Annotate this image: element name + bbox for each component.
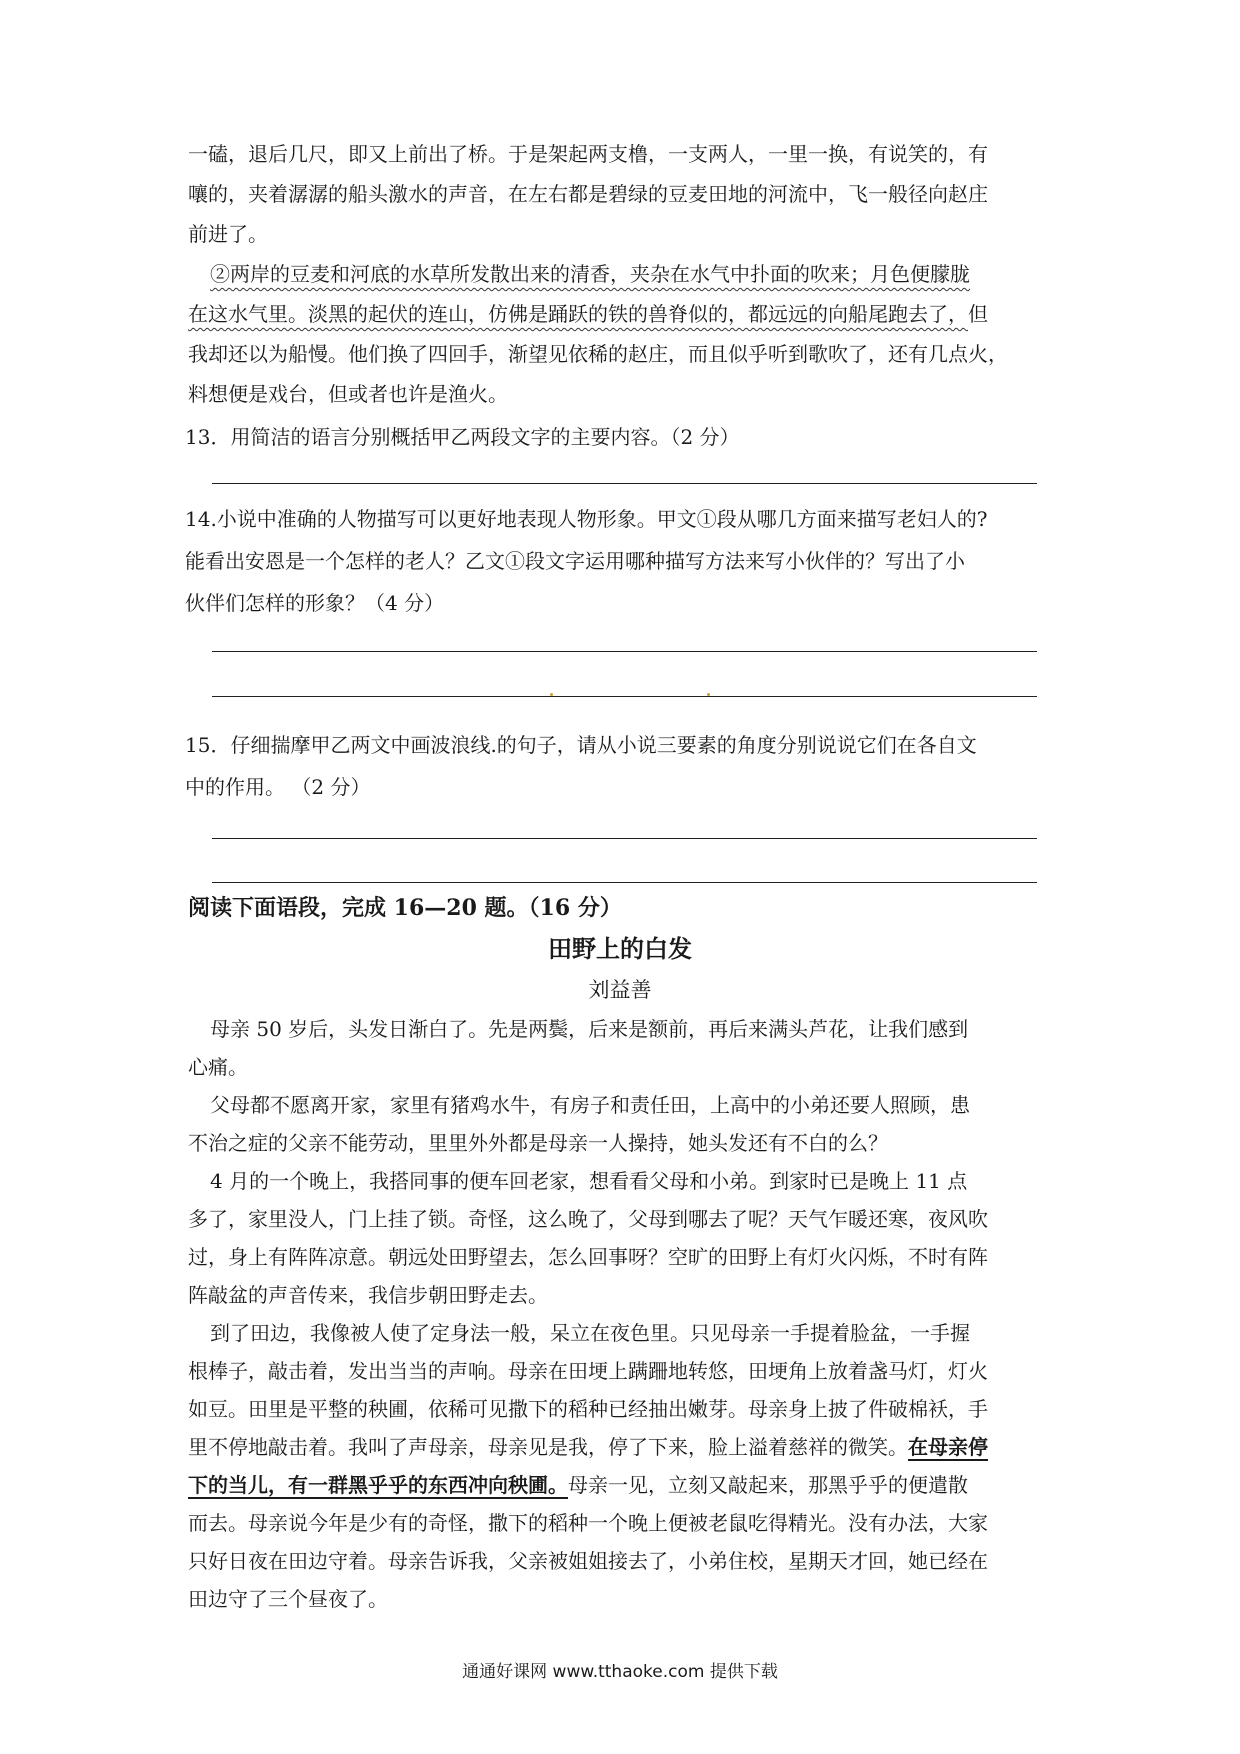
page-footer: 通通好课网 www.tthaoke.com 提供下载: [462, 1662, 778, 1682]
question-15-line: 中的作用。 （2 分）: [185, 775, 371, 799]
plain-text: 里不停地敲击着。我叫了声母亲，母亲见是我，停了下来，脸上溢着慈祥的微笑。: [188, 1435, 908, 1459]
plain-text: 母亲一见，立刻又敲起来，那黑乎乎的便遣散: [568, 1473, 968, 1497]
article-line: 阵敲盆的声音传来，我信步朝田野走去。: [188, 1283, 548, 1307]
question-14-line: 14.小说中准确的人物描写可以更好地表现人物形象。甲文①段从哪几方面来描写老妇人的?: [185, 507, 988, 531]
article-line: 多了，家里没人，门上挂了锁。奇怪，这么晚了，父母到哪去了呢？天气乍暖还寒，夜风吹: [188, 1207, 988, 1231]
article-line: 不治之症的父亲不能劳动，里里外外都是母亲一人操持，她头发还有不白的么？: [188, 1131, 888, 1155]
stray-dot: [550, 693, 553, 696]
article-line: 而去。母亲说今年是少有的奇怪，撒下的稻种一个晚上便被老鼠吃得精光。没有办法，大家: [188, 1511, 988, 1535]
wavy-underlined-text: ②两岸的豆麦和河底的水草所发散出来的清香，夹杂在水气中扑面的吹来；月色便朦胧: [210, 262, 970, 286]
question-14-line: 能看出安恩是一个怎样的老人？乙文①段文字运用哪种描写方法来写小伙伴的？写出了小: [185, 549, 965, 573]
plain-text: 但: [968, 302, 988, 326]
article-line: 4 月的一个晚上，我搭同事的便车回老家，想看看父母和小弟。到家时已是晚上 11 点: [210, 1169, 968, 1193]
passage-line: 一磕，退后几尺，即又上前出了桥。于是架起两支橹，一支两人，一里一换，有说笑的，有: [188, 142, 988, 166]
article-line: 如豆。田里是平整的秧圃，依稀可见撒下的稻种已经抽出嫩芽。母亲身上披了件破棉袄，手: [188, 1397, 988, 1421]
article-line: 父母都不愿离开家，家里有猪鸡水牛，有房子和责任田，上高中的小弟还要人照顾，患: [210, 1093, 970, 1117]
wavy-underlined-text: 在这水气里。淡黑的起伏的连山，仿佛是踊跃的铁的兽脊似的，都远远的向船尾跑去了，: [188, 302, 968, 326]
question-15-line: 15．仔细揣摩甲乙两文中画波浪线.的句子，请从小说三要素的角度分别说说它们在各自文: [185, 733, 977, 757]
answer-line[interactable]: [212, 838, 1037, 839]
bold-underlined-text: 在母亲停: [908, 1435, 988, 1459]
passage-line: 我却还以为船慢。他们换了四回手，渐望见依稀的赵庄，而且似乎听到歌吹了，还有几点火，: [188, 342, 1008, 366]
answer-line[interactable]: [212, 651, 1037, 652]
article-line: 只好日夜在田边守着。母亲告诉我，父亲被姐姐接去了，小弟住校，星期天才回，她已经在: [188, 1549, 988, 1573]
article-line: 根棒子，敲击着，发出当当的声响。母亲在田埂上蹒跚地转悠，田埂角上放着盏马灯，灯火: [188, 1359, 988, 1383]
stray-dot: [707, 693, 710, 696]
article-author: 刘益善: [588, 978, 652, 1002]
wavy-sentence-line: [188, 300, 1058, 328]
article-line: 母亲 50 岁后，头发日渐白了。先是两鬓，后来是额前，再后来满头芦花，让我们感到: [210, 1017, 969, 1041]
article-title: 田野上的白发: [548, 934, 692, 963]
question-14-line: 伙伴们怎样的形象？（4 分）: [185, 591, 445, 615]
article-line: 田边守了三个昼夜了。: [188, 1587, 388, 1611]
section-heading: 阅读下面语段，完成 16—20 题。（16 分）: [188, 895, 622, 921]
article-line: 过，身上有阵阵凉意。朝远处田野望去，怎么回事呀？空旷的田野上有灯火闪烁，不时有阵: [188, 1245, 988, 1269]
passage-line: 料想便是戏台，但或者也许是渔火。: [188, 382, 508, 406]
article-line: [188, 1471, 1058, 1499]
answer-line[interactable]: [212, 483, 1037, 484]
question-13: 13．用简洁的语言分别概括甲乙两段文字的主要内容。（2 分）: [185, 425, 740, 449]
article-line: 心痛。: [188, 1055, 248, 1079]
passage-line: 嚷的，夹着潺潺的船头激水的声音，在左右都是碧绿的豆麦田地的河流中，飞一般径向赵庄: [188, 182, 988, 206]
answer-line[interactable]: [212, 882, 1037, 883]
article-line: 到了田边，我像被人使了定身法一般，呆立在夜色里。只见母亲一手提着脸盆，一手握: [210, 1321, 970, 1345]
answer-line[interactable]: [212, 696, 1037, 697]
wavy-sentence-line: [210, 260, 1080, 288]
passage-line: 前进了。: [188, 222, 268, 246]
article-line: [188, 1433, 1058, 1461]
bold-underlined-text: 下的当儿，有一群黑乎乎的东西冲向秧圃。: [188, 1473, 568, 1497]
